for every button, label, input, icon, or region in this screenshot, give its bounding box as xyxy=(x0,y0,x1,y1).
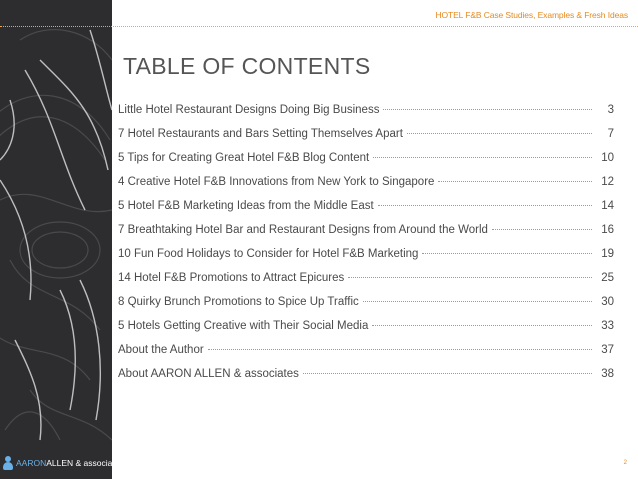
person-logo-icon xyxy=(2,456,14,470)
toc-entry[interactable] xyxy=(118,248,614,272)
toc-entry-page: 19 xyxy=(601,248,614,260)
toc-entry-page: 16 xyxy=(601,224,614,236)
toc-entry[interactable] xyxy=(118,128,614,152)
dot-leader xyxy=(438,181,592,182)
toc-entry-title: About the Author xyxy=(118,344,204,356)
dot-leader xyxy=(372,325,592,326)
dot-leader xyxy=(303,373,592,374)
toc-entry[interactable] xyxy=(118,344,614,368)
toc-entry[interactable] xyxy=(118,104,614,128)
toc-entry-page: 10 xyxy=(601,152,614,164)
dot-leader xyxy=(348,277,592,278)
brand-name-rest: ALLEN & associates xyxy=(46,458,124,468)
toc-entry-title: 5 Hotel F&B Marketing Ideas from the Middle East xyxy=(118,200,374,212)
toc-list xyxy=(118,104,614,392)
dot-leader xyxy=(208,349,592,350)
toc-entry-title: 7 Hotel Restaurants and Bars Setting Themselves Apart xyxy=(118,128,403,140)
toc-entry-title: 7 Breathtaking Hotel Bar and Restaurant Designs from Around the World xyxy=(118,224,488,236)
dot-leader xyxy=(407,133,592,134)
toc-entry-title: 4 Creative Hotel F&B Innovations from New York to Singapore xyxy=(118,176,435,188)
toc-entry[interactable] xyxy=(118,272,614,296)
header-text: HOTEL F&B Case Studies, Examples & Fresh Ideas xyxy=(435,10,628,20)
toc-entry-title: 5 Tips for Creating Great Hotel F&B Blog Content xyxy=(118,152,370,164)
toc-entry[interactable] xyxy=(118,368,614,392)
toc-entry-page: 37 xyxy=(601,344,614,356)
brand-name xyxy=(16,458,124,468)
dot-leader xyxy=(492,229,592,230)
toc-entry-page: 30 xyxy=(601,296,614,308)
page-number: 2 xyxy=(623,460,627,466)
sketch-illustration xyxy=(0,0,112,479)
dot-leader xyxy=(373,157,592,158)
toc-entry-title: 14 Hotel F&B Promotions to Attract Epicures xyxy=(118,272,345,284)
toc-entry-page: 3 xyxy=(607,104,614,116)
toc-entry-title: Little Hotel Restaurant Designs Doing Big Business xyxy=(118,104,380,116)
brand-logo xyxy=(2,456,124,470)
toc-entry-title: 10 Fun Food Holidays to Consider for Hotel F&B Marketing xyxy=(118,248,419,260)
toc-entry[interactable] xyxy=(118,296,614,320)
sidebar-illustration xyxy=(0,0,112,479)
toc-entry-page: 12 xyxy=(601,176,614,188)
toc-entry[interactable] xyxy=(118,320,614,344)
toc-entry-page: 14 xyxy=(601,200,614,212)
dot-leader xyxy=(422,253,592,254)
toc-entry-page: 33 xyxy=(601,320,614,332)
brand-name-first: AARON xyxy=(16,458,47,468)
toc-entry-title: About AARON ALLEN & associates xyxy=(118,368,299,380)
dot-leader xyxy=(383,109,592,110)
toc-entry[interactable] xyxy=(118,176,614,200)
toc-entry-page: 38 xyxy=(601,368,614,380)
toc-entry-title: 5 Hotels Getting Creative with Their Social Media xyxy=(118,320,369,332)
dot-leader xyxy=(363,301,592,302)
header-dotted-rule xyxy=(0,26,638,27)
toc-entry[interactable] xyxy=(118,152,614,176)
toc-entry-page: 25 xyxy=(601,272,614,284)
page-title: TABLE OF CONTENTS xyxy=(123,53,371,79)
toc-entry[interactable] xyxy=(118,200,614,224)
toc-entry-title: 8 Quirky Brunch Promotions to Spice Up Traffic xyxy=(118,296,359,308)
toc-entry-page: 7 xyxy=(607,128,614,140)
toc-entry[interactable] xyxy=(118,224,614,248)
dot-leader xyxy=(378,205,592,206)
